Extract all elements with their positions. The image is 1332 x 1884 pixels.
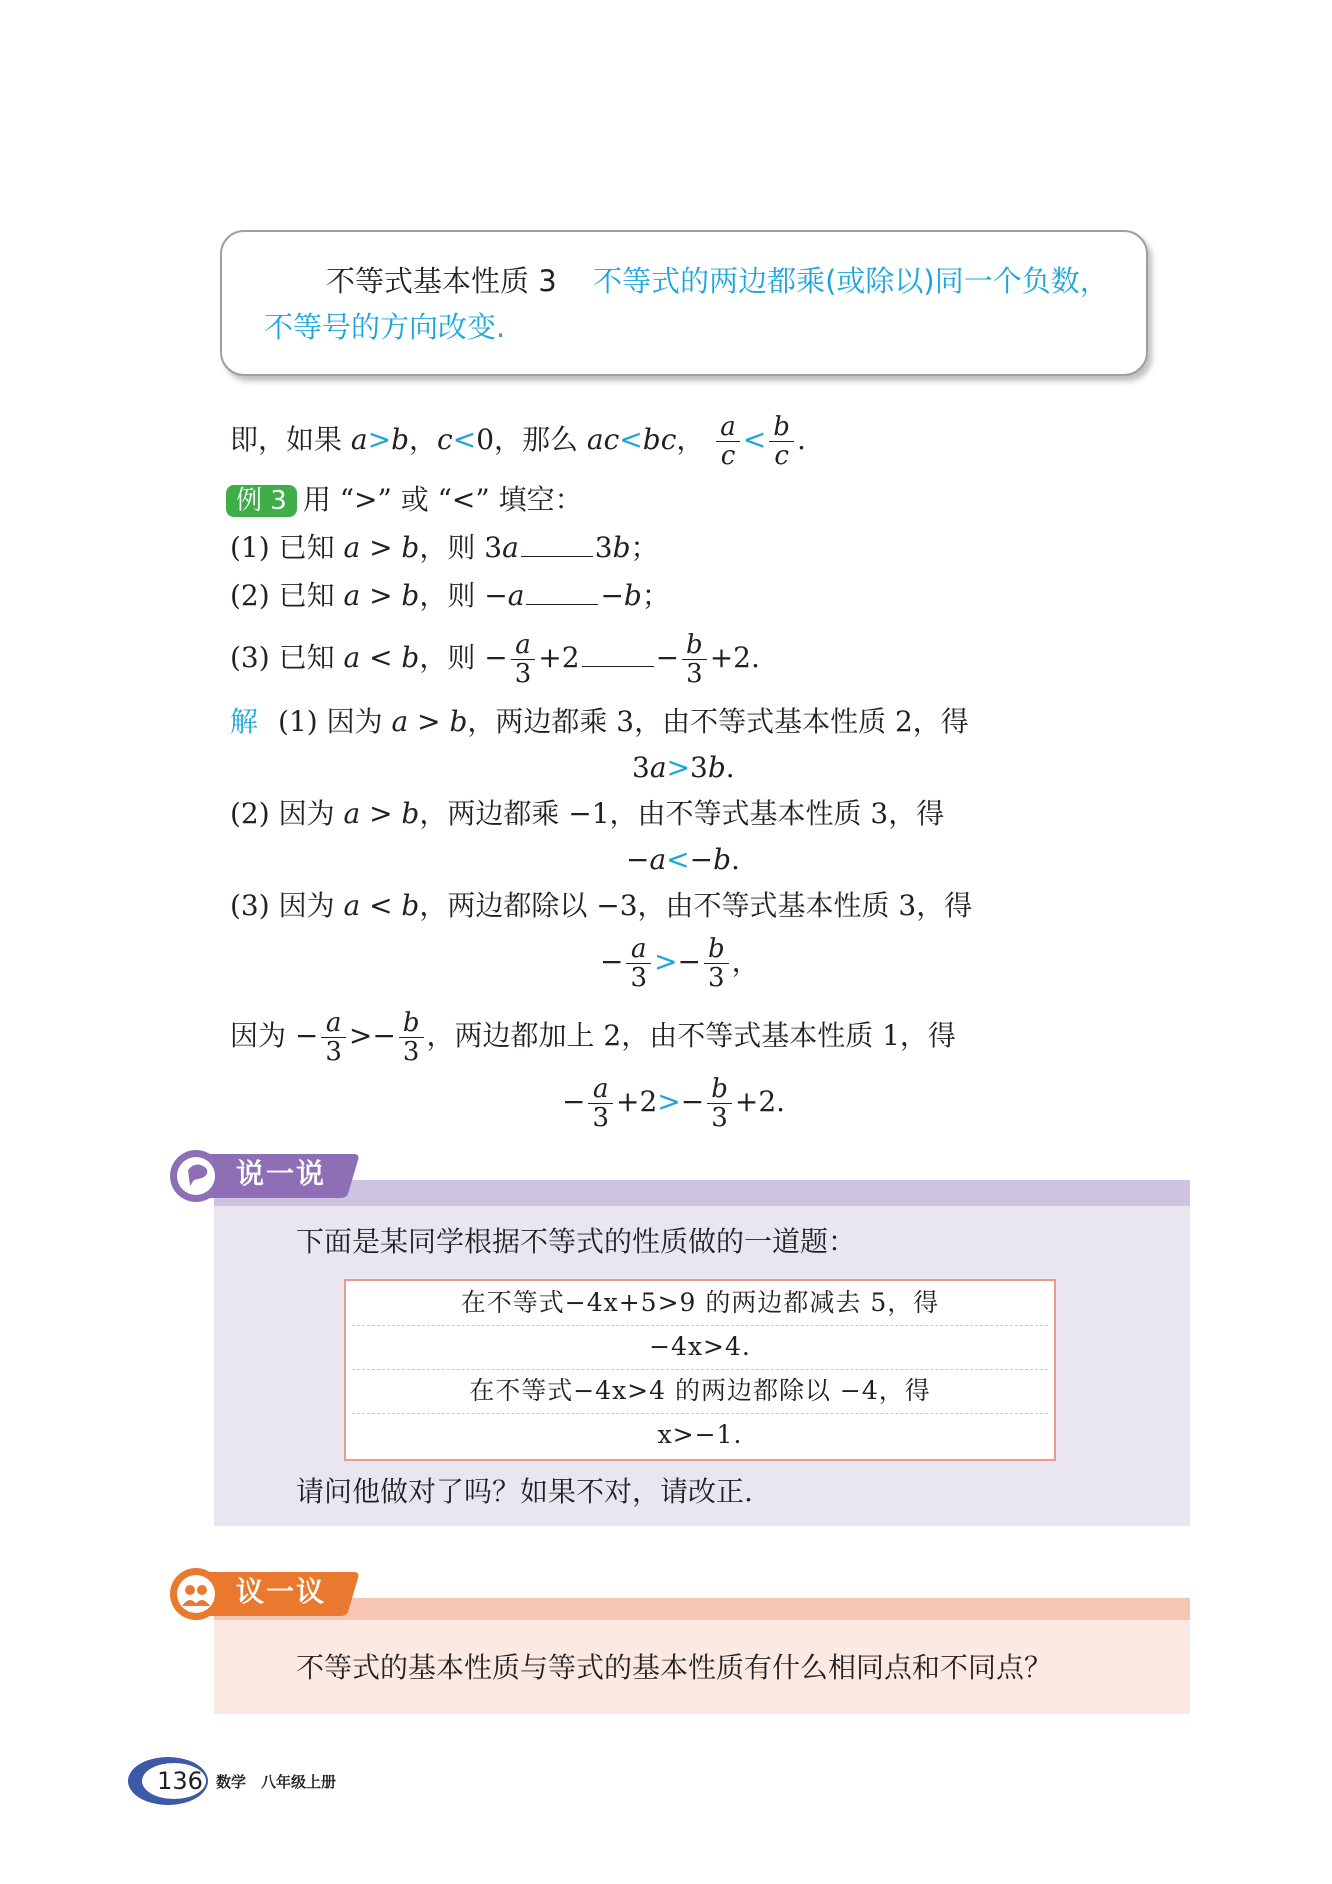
sol-rest: ，两边都乘 −1，由不等式基本性质 3，得 bbox=[419, 797, 945, 830]
answer-blank[interactable] bbox=[582, 640, 654, 667]
intro-then: ，那么 bbox=[494, 423, 587, 456]
numerator: a bbox=[626, 935, 651, 964]
discuss-icon-bg bbox=[177, 1575, 215, 1613]
property-line-2 bbox=[264, 308, 505, 346]
fraction-a-c bbox=[716, 413, 740, 470]
page-number: 136 bbox=[157, 1767, 203, 1795]
fraction-b-3 bbox=[704, 935, 729, 992]
coef: 3 bbox=[594, 531, 613, 564]
fraction-b-3 bbox=[707, 1075, 732, 1132]
q-cond: a > b bbox=[343, 579, 420, 612]
op-lt: < bbox=[619, 423, 643, 456]
minus: − bbox=[655, 641, 680, 674]
sol-cond: a > b bbox=[343, 797, 420, 830]
sol-rest: ，两边都加上 2，由不等式基本性质 1，得 bbox=[426, 1019, 956, 1052]
sol-cond: a > b bbox=[391, 705, 468, 738]
fraction-b-c bbox=[769, 413, 794, 470]
example-q3 bbox=[230, 626, 760, 690]
comma: ， bbox=[731, 945, 760, 978]
work-row: −4x>4. bbox=[649, 1332, 751, 1361]
book-title: 数学 八年级上册 bbox=[216, 1773, 337, 1791]
var-bc: bc bbox=[642, 423, 677, 456]
zero: 0 bbox=[476, 423, 495, 456]
q-then: ，则 − bbox=[419, 641, 508, 674]
sep: ， bbox=[676, 423, 705, 456]
plus-two: +2 bbox=[616, 1085, 658, 1118]
op-gt: > bbox=[666, 751, 690, 784]
denominator: 3 bbox=[592, 1103, 610, 1133]
property-box bbox=[220, 230, 1148, 376]
q-label: (3) 已知 bbox=[230, 641, 344, 674]
work-row: x>−1. bbox=[657, 1420, 743, 1449]
op-lt: < bbox=[742, 423, 767, 456]
fraction-a-3 bbox=[626, 935, 651, 992]
op-gt: > bbox=[657, 1085, 681, 1118]
numerator: b bbox=[399, 1009, 424, 1038]
var-b: b bbox=[391, 423, 410, 456]
sep: ； bbox=[641, 579, 670, 612]
sol-text: 因为 − bbox=[230, 1019, 319, 1052]
sol-cond: a < b bbox=[343, 889, 420, 922]
denominator: 3 bbox=[325, 1037, 342, 1067]
op-lt: < bbox=[666, 843, 690, 876]
solution-3 bbox=[230, 888, 972, 924]
property-text-2: 不等号的方向改变. bbox=[264, 310, 506, 344]
property-text-1: 不等式的两边都乘(或除以)同一个负数， bbox=[593, 264, 1109, 298]
talk-tab-label: 说一说 bbox=[236, 1157, 327, 1190]
numerator: b bbox=[707, 1075, 732, 1104]
example-q1 bbox=[230, 530, 659, 566]
denominator: 3 bbox=[514, 659, 532, 689]
person-icon bbox=[185, 1585, 195, 1595]
answer-blank[interactable] bbox=[526, 578, 598, 605]
minus: − bbox=[600, 945, 624, 978]
sol-rest: ，两边都乘 3，由不等式基本性质 2，得 bbox=[467, 705, 969, 738]
var-c: c bbox=[437, 423, 453, 456]
fraction-b-3 bbox=[682, 631, 707, 688]
op-gt: > bbox=[367, 423, 392, 456]
numerator: a bbox=[511, 631, 536, 660]
op-gt: >− bbox=[348, 1019, 396, 1052]
result-2 bbox=[626, 842, 740, 878]
minus: − bbox=[600, 579, 624, 612]
plus-two: +2 bbox=[538, 641, 580, 674]
student-work-box bbox=[344, 1279, 1056, 1461]
sol-text: (1) 因为 bbox=[278, 705, 392, 738]
intro-text: 即，如果 bbox=[230, 423, 351, 456]
solution-2 bbox=[230, 796, 944, 832]
minus: − bbox=[680, 1085, 705, 1118]
period: . bbox=[731, 843, 740, 876]
period: . bbox=[796, 423, 806, 456]
q-then: ，则 3 bbox=[419, 531, 503, 564]
result-1 bbox=[632, 750, 735, 786]
numerator: a bbox=[716, 413, 740, 442]
var-a: a bbox=[649, 751, 667, 784]
answer-blank[interactable] bbox=[521, 530, 593, 557]
example-badge: 例 3 bbox=[226, 485, 297, 517]
coef: 3 bbox=[690, 751, 708, 784]
var-a: a bbox=[507, 579, 525, 612]
sol-text: (3) 因为 bbox=[230, 889, 344, 922]
person-icon bbox=[197, 1585, 207, 1595]
denominator: c bbox=[720, 441, 736, 471]
talk-question: 请问他做对了吗？如果不对，请改正. bbox=[296, 1475, 753, 1508]
op-gt: > bbox=[654, 945, 678, 978]
fraction-a-3 bbox=[588, 1075, 613, 1132]
denominator: 3 bbox=[630, 963, 648, 993]
example-q2 bbox=[230, 578, 670, 614]
q-label: (2) 已知 bbox=[230, 579, 344, 612]
work-row: 在不等式−4x+5>9 的两边都减去 5，得 bbox=[460, 1288, 940, 1317]
fraction-a-3 bbox=[321, 1009, 346, 1066]
var-b: b bbox=[612, 531, 631, 564]
solution-label: 解 bbox=[230, 705, 259, 738]
intro-line bbox=[230, 410, 806, 470]
period: . bbox=[725, 751, 735, 784]
example-prompt: 用 “>” 或 “<” 填空： bbox=[302, 483, 583, 516]
var-a: a bbox=[502, 531, 519, 564]
plus-two-end: +2. bbox=[734, 1085, 786, 1118]
denominator: 3 bbox=[711, 1103, 728, 1133]
talk-intro: 下面是某同学根据不等式的性质做的一道题： bbox=[296, 1225, 857, 1258]
numerator: a bbox=[588, 1075, 613, 1104]
var-ac: ac bbox=[586, 423, 620, 456]
denominator: 3 bbox=[402, 1037, 420, 1067]
numerator: a bbox=[321, 1009, 346, 1038]
numerator: b bbox=[704, 935, 729, 964]
minus: − bbox=[562, 1085, 586, 1118]
result-3 bbox=[600, 930, 760, 994]
fraction-a-3 bbox=[511, 631, 536, 688]
plus-two-end: +2. bbox=[709, 641, 760, 674]
numerator: b bbox=[682, 631, 707, 660]
sep: ； bbox=[630, 531, 659, 564]
discuss-tab-label: 议一议 bbox=[236, 1575, 327, 1608]
minus: − bbox=[677, 945, 701, 978]
q-then: ，则 − bbox=[419, 579, 508, 612]
result-4 bbox=[562, 1070, 785, 1134]
property-title: 不等式基本性质 3 bbox=[326, 264, 557, 298]
sol-text: (2) 因为 bbox=[230, 797, 344, 830]
var-b: b bbox=[713, 843, 732, 876]
sep: ， bbox=[409, 423, 438, 456]
work-row: 在不等式−4x>4 的两边都除以 −4，得 bbox=[469, 1376, 931, 1405]
op-lt: < bbox=[452, 423, 477, 456]
example-header bbox=[226, 482, 583, 518]
q-label: (1) 已知 bbox=[230, 531, 344, 564]
var-b: b bbox=[623, 579, 642, 612]
coef: 3 bbox=[632, 751, 650, 784]
discuss-text: 不等式的基本性质与等式的基本性质有什么相同点和不同点？ bbox=[296, 1651, 1053, 1684]
numerator: b bbox=[769, 413, 794, 442]
q-cond: a < b bbox=[343, 641, 420, 674]
denominator: 3 bbox=[708, 963, 725, 993]
sol-rest: ，两边都除以 −3，由不等式基本性质 3，得 bbox=[419, 889, 973, 922]
var-b: b bbox=[707, 751, 726, 784]
denominator: c bbox=[774, 441, 789, 471]
solution-1 bbox=[230, 704, 969, 740]
denominator: 3 bbox=[686, 659, 703, 689]
solution-4 bbox=[230, 1004, 956, 1068]
property-line-1 bbox=[326, 262, 1109, 300]
var-a: a bbox=[649, 843, 667, 876]
var-a: a bbox=[350, 423, 368, 456]
minus: − bbox=[689, 843, 714, 876]
q-cond: a > b bbox=[343, 531, 420, 564]
fraction-b-3 bbox=[399, 1009, 424, 1066]
minus: − bbox=[626, 843, 650, 876]
